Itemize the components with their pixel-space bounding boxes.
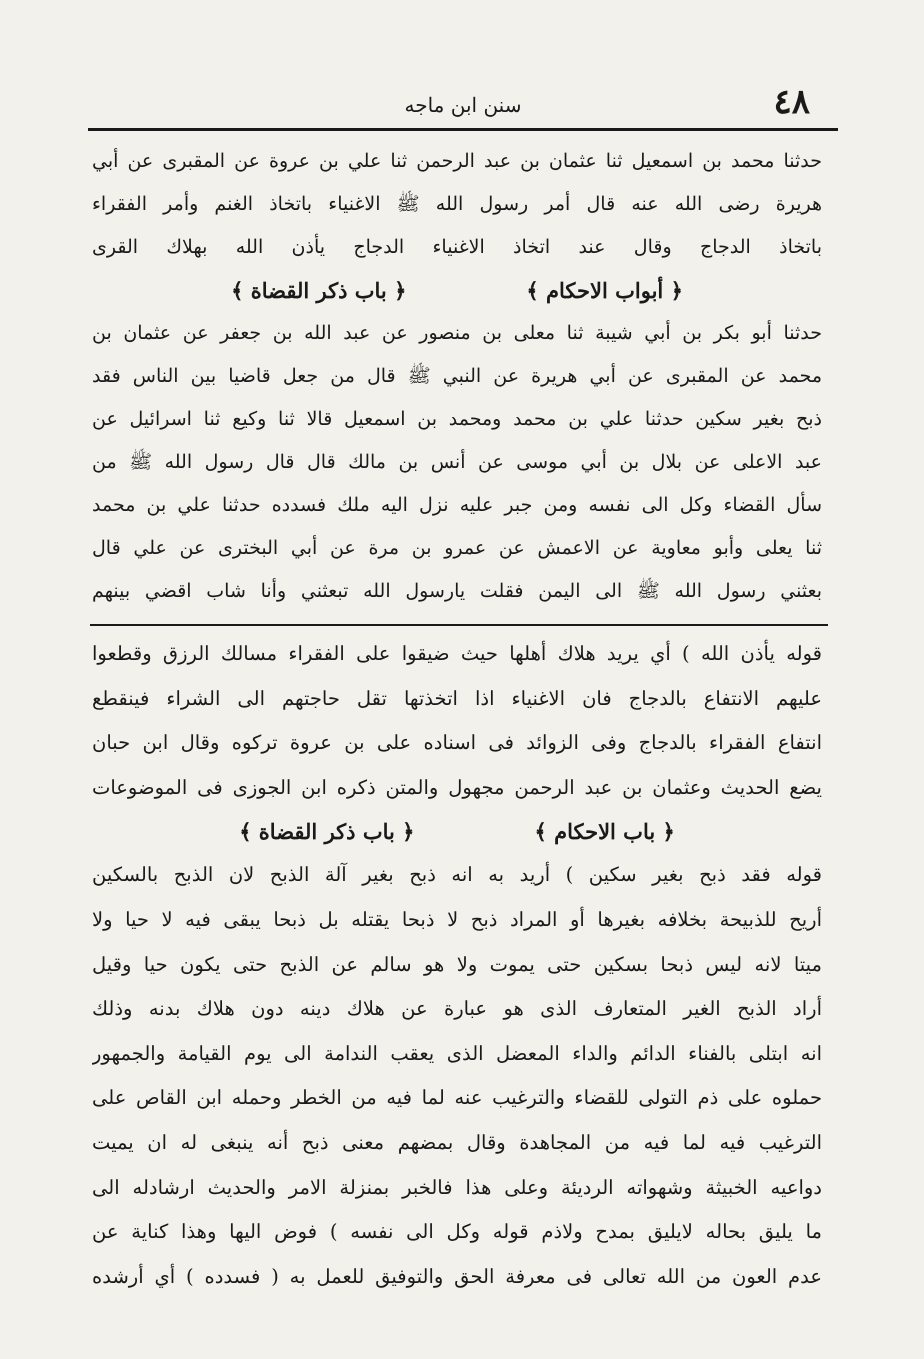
text-line: ذبح بغير سكين حدثنا علي بن محمد ومحمد بن اسمعيل قالا ثنا وكيع ثنا اسرائيل عن	[92, 408, 822, 430]
chapter-heading	[92, 810, 822, 853]
page-number: ٤٨	[773, 82, 810, 122]
text-line: محمد عن المقبرى عن أبي هريرة عن النبي ﷺ قال من جعل قاضيا بين الناس فقد	[92, 365, 822, 387]
text-line: الترغيب فيه لما فيه من المجاهدة وقال بمضهم معنى ذبح أنه ينبغى له ان يميت	[92, 1130, 822, 1154]
text-line: يضع الحديث وعثمان بن عبد الرحمن مجهول والمتن ذكره ابن الجوزى فى الموضوعات	[92, 775, 822, 799]
abwab-heading: ﴿ أبواب الاحكام ﴾	[526, 278, 683, 303]
text-line: ميتا لانه ليس ذبحا بسكين حتى يموت ولا هو سالم عن الذبح حتى يكون حيا وقيل	[92, 952, 822, 976]
abwab-heading: ﴿ باب الاحكام ﴾	[534, 819, 675, 845]
bab-heading: ﴿ باب ذكر القضاة ﴾	[231, 278, 407, 303]
text-line: انه ابتلى بالفناء الدائم والداء المعضل الذى يعقب الندامة الى يوم القيامة والجمهور	[92, 1041, 822, 1065]
text-line: انتفاع الفقراء بالدجاج وفى الزوائد فى اسناده على بن عروة تركوه وقال ابن حبان	[92, 731, 822, 755]
text-line: باتخاذ الدجاج وقال عند اتخاذ الاغنياء الدجاج يأذن الله بهلاك القرى	[92, 236, 822, 258]
commentary-text	[92, 632, 822, 1299]
text-line: دواعيه الخبيثة وشهواته الرديئة وعلى هذا فالخبر بمنزلة الامر والحديث ارشادله الى	[92, 1175, 822, 1199]
text-line: ما يليق بحاله لايليق بمدح ولاذم قوله وكل الى نفسه ) فوض اليها وهذا كناية عن	[92, 1220, 822, 1244]
text-line: بعثني رسول الله ﷺ الى اليمن فقلت يارسول الله تبعثني وأنا شاب اقضي بينهم	[92, 580, 822, 602]
text-line: قوله فقد ذبح بغير سكين ) أريد به انه ذبح بغير آلة الذبح لان الذبح بالسكين	[92, 863, 822, 887]
text-line: أراد الذبح الغير المتعارف الذى هو عبارة عن هلاك دينه دون هلاك بدنه وذلك	[92, 997, 822, 1021]
text-line: ثنا يعلى وأبو معاوية عن الاعمش عن عمرو بن مرة عن أبي البخترى عن علي قال	[92, 537, 822, 559]
text-line: عدم العون من الله تعالى فى معرفة الحق والتوفيق للعمل به ( فسدده ) أي أرشده	[92, 1264, 822, 1288]
text-line: حدثنا محمد بن اسمعيل ثنا عثمان بن عبد الرحمن ثنا علي بن عروة عن المقبرى عن أبي	[92, 150, 822, 172]
text-line: هريرة رضى الله عنه قال أمر رسول الله ﷺ الاغنياء باتخاذ الغنم وأمر الفقراء	[92, 193, 822, 215]
text-line: حملوه على ذم التولى للقضاء والترغيب عنه لما فيه من الخطر وحمله ابن القاص على	[92, 1086, 822, 1110]
section-divider	[90, 624, 828, 626]
text-line: سأل القضاء وكل الى نفسه ومن جبر عليه نزل اليه ملك فسدده حدثنا علي بن محمد	[92, 494, 822, 516]
text-line: حدثنا أبو بكر بن أبي شيبة ثنا معلى بن منصور عن عبد الله بن جعفر عن عثمان بن	[92, 322, 822, 344]
text-line: عبد الاعلى عن بلال بن أبي موسى عن أنس بن مالك قال قال رسول الله ﷺ من	[92, 451, 822, 473]
text-line: عليهم الانتفاع بالدجاج فان الاغنياء اذا اتخذتها تقل حاجتهم الى الشراء فينقطع	[92, 686, 822, 710]
chapter-heading	[92, 269, 822, 312]
page-header	[88, 82, 838, 131]
text-line: قوله يأذن الله ) أي يريد هلاك أهلها حيث ضيقوا على الفقراء مسالك الرزق وقطعوا	[92, 642, 822, 665]
text-line: أريح للذبيحة بخلافه بغيرها أو المراد ذبح لا ذبحا يقتله بل ذبحا يبقى فيه لا حيا ولا	[92, 907, 822, 931]
hadith-text	[92, 140, 822, 613]
running-title: سنن ابن ماجه	[404, 93, 522, 117]
bab-heading: ﴿ باب ذكر القضاة ﴾	[239, 819, 415, 845]
